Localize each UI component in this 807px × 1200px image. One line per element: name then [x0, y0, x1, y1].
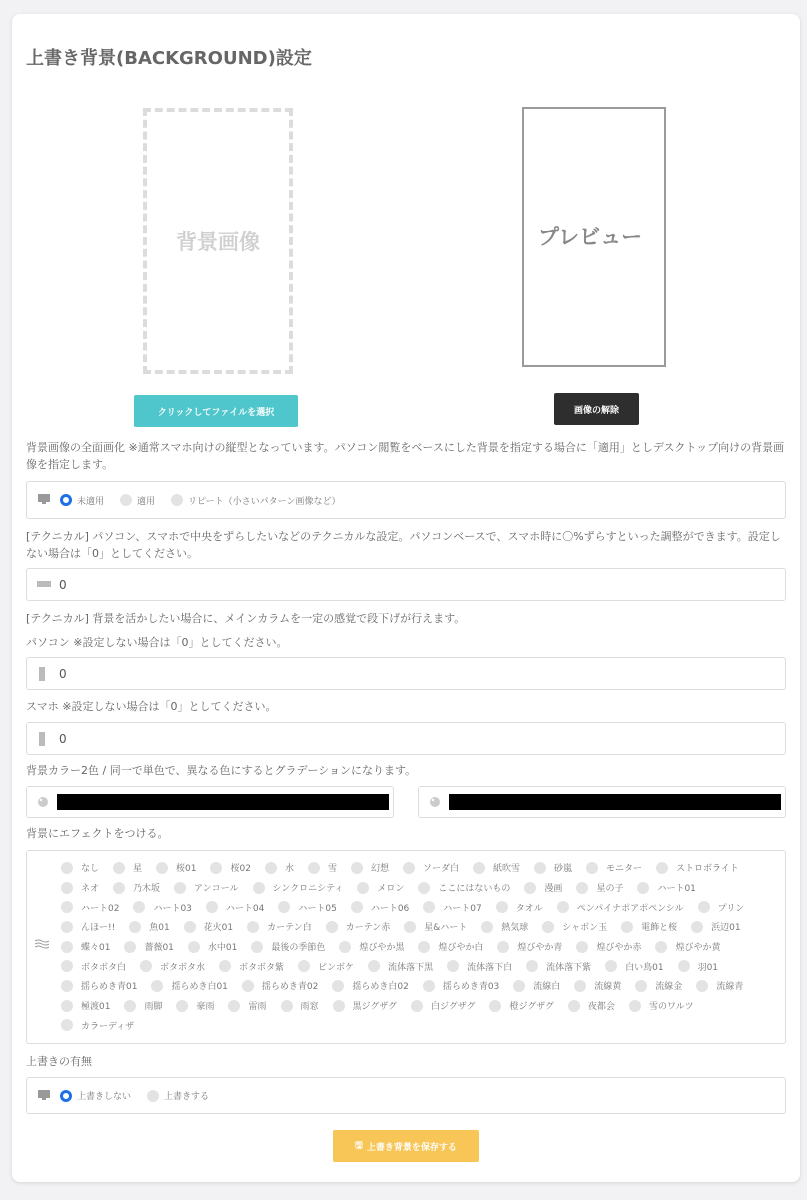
effect-radio[interactable]	[308, 862, 320, 874]
effect-radio[interactable]	[678, 960, 690, 972]
effect-option[interactable]	[247, 917, 312, 937]
effect-radio[interactable]	[61, 941, 73, 953]
pc-offset-input[interactable]	[26, 657, 786, 690]
effect-label: 雨脚	[144, 1002, 163, 1013]
effect-radio[interactable]	[655, 941, 667, 953]
effect-radio[interactable]	[210, 862, 222, 874]
effect-radio[interactable]	[696, 980, 708, 992]
effect-label: ソーダ白	[422, 864, 459, 875]
effect-option[interactable]	[253, 878, 344, 898]
effect-option[interactable]	[403, 858, 459, 878]
effect-option[interactable]	[210, 858, 250, 878]
effect-radio[interactable]	[61, 882, 73, 894]
effect-label: ハート01	[657, 884, 696, 895]
effect-label: 煌びやか赤	[596, 943, 642, 954]
effect-option[interactable]	[576, 937, 641, 957]
wave-icon	[35, 939, 49, 952]
effect-option[interactable]	[124, 937, 173, 957]
effect-label: ハート05	[298, 903, 337, 914]
effect-option[interactable]	[497, 937, 562, 957]
effect-option[interactable]	[61, 897, 119, 917]
effect-label: 花火01	[203, 923, 234, 934]
effect-option[interactable]	[242, 976, 318, 996]
effect-option[interactable]	[61, 937, 110, 957]
effect-label: 星	[133, 864, 143, 875]
effect-label: モニター	[606, 864, 643, 875]
effect-option[interactable]	[605, 956, 663, 976]
effect-label: 煌びやか黄	[675, 943, 721, 954]
effect-label: 夜都会	[587, 1002, 615, 1013]
effect-label: ペンパイナポアポペンシル	[576, 903, 684, 914]
effect-label: 流線黄	[594, 982, 622, 993]
effect-option[interactable]	[576, 878, 623, 898]
effect-option[interactable]	[656, 858, 739, 878]
effect-radio[interactable]	[298, 960, 310, 972]
bg-color-description: 背景カラー2色 / 同一で単色で、異なる色にするとグラデーションになります。	[26, 764, 417, 777]
effect-radio[interactable]	[219, 960, 231, 972]
bg-color-1-swatch	[57, 794, 389, 810]
fullscreen-radio-label: 未適用	[77, 496, 105, 507]
effect-option[interactable]	[176, 996, 214, 1016]
effect-label: 極渡01	[81, 1002, 111, 1013]
effect-label: 星の子	[596, 884, 624, 895]
effect-label: ボタボタ紫	[239, 962, 285, 973]
effect-radio[interactable]	[418, 941, 430, 953]
effect-radio[interactable]	[568, 1000, 580, 1012]
bg-color-2-input[interactable]	[418, 786, 786, 818]
effect-radio[interactable]	[61, 1019, 73, 1031]
effect-option[interactable]	[61, 858, 99, 878]
effect-radio[interactable]	[124, 941, 136, 953]
effect-option[interactable]	[418, 878, 510, 898]
effect-radio[interactable]	[656, 862, 668, 874]
sp-offset-input[interactable]	[26, 722, 786, 755]
effect-option[interactable]	[265, 858, 294, 878]
effect-option[interactable]	[61, 1016, 134, 1036]
effect-option[interactable]	[637, 878, 695, 898]
effect-label: メロン	[377, 884, 405, 895]
effect-radio[interactable]	[281, 1000, 293, 1012]
effect-radio[interactable]	[278, 901, 290, 913]
effect-option[interactable]	[621, 917, 677, 937]
effect-label: プリン	[717, 903, 745, 914]
effect-radio[interactable]	[526, 960, 538, 972]
effect-label: 熱気球	[501, 923, 529, 934]
effect-radio[interactable]	[326, 921, 338, 933]
effect-label: ハート03	[153, 903, 192, 914]
effect-label: 砂嵐	[554, 864, 573, 875]
effect-radio[interactable]	[404, 921, 416, 933]
effect-label: 流線白	[533, 982, 561, 993]
effect-radio[interactable]	[333, 1000, 345, 1012]
effect-radio[interactable]	[621, 921, 633, 933]
effect-label: 橙ジグザグ	[509, 1002, 554, 1013]
effect-label: 紙吹雪	[493, 864, 521, 875]
effect-option[interactable]	[698, 897, 745, 917]
effect-option[interactable]	[333, 996, 397, 1016]
monitor-icon	[37, 493, 51, 508]
effect-label: 桜01	[176, 864, 197, 875]
save-button[interactable]	[333, 1130, 479, 1162]
effect-radio[interactable]	[351, 862, 363, 874]
effect-radio[interactable]	[61, 921, 73, 933]
effect-option[interactable]	[542, 917, 607, 937]
effect-radio[interactable]	[113, 862, 125, 874]
effect-label: 水	[284, 864, 294, 875]
fullscreen-radio-group	[26, 481, 786, 519]
effect-radio[interactable]	[339, 941, 351, 953]
effect-radio[interactable]	[586, 862, 598, 874]
select-file-button[interactable]: クリックしてファイルを選択	[134, 395, 298, 427]
effect-radio[interactable]	[496, 901, 508, 913]
effect-label: 白ジグザグ	[430, 1002, 476, 1013]
pc-offset-label: パソコン ※設定しない場合は「0」としてください。	[26, 636, 288, 649]
effect-option[interactable]	[513, 976, 560, 996]
page-title: 上書き背景(BACKGROUND)設定	[26, 48, 312, 69]
effect-label: 桜02	[230, 864, 251, 875]
effects-radio-group	[26, 850, 786, 1044]
effect-radio[interactable]	[253, 882, 265, 894]
effect-option[interactable]	[188, 937, 237, 957]
effect-option[interactable]	[586, 858, 642, 878]
effect-radio[interactable]	[574, 980, 586, 992]
effect-option[interactable]	[298, 956, 354, 976]
override-label: 上書きの有無	[26, 1055, 92, 1068]
technical-shift-value: 0	[59, 578, 67, 592]
effect-label: 揺らめき青03	[442, 982, 500, 993]
effect-radio[interactable]	[332, 980, 344, 992]
override-radio-label: 上書きする	[164, 1092, 210, 1102]
effect-label: 羽01	[697, 962, 719, 973]
effect-radio[interactable]	[251, 941, 263, 953]
fullscreen-radio-label: リピート（小さいパターン画像など）	[188, 496, 341, 507]
effect-option[interactable]	[156, 858, 196, 878]
effect-option[interactable]	[568, 996, 615, 1016]
effect-label: 揺らめき白01	[171, 982, 228, 993]
save-button-label: 上書き背景を保存する	[366, 1142, 457, 1153]
effect-label: ハート06	[370, 903, 410, 914]
effect-label: 薔薇01	[144, 943, 174, 954]
settings-card	[12, 14, 800, 1182]
technical-shift-description: [テクニカル] パソコン、スマホで中央をずらしたいなどのテクニカルな設定。パソコンベースで、スマホ時に〇%ずらすといった調整ができます。設定しない場合は「0」としてください。	[26, 530, 781, 560]
effect-option[interactable]	[404, 917, 467, 937]
effect-option[interactable]	[411, 996, 475, 1016]
effect-label: 揺らめき白02	[352, 982, 409, 993]
effect-option[interactable]	[129, 917, 169, 937]
effect-radio[interactable]	[489, 1000, 501, 1012]
clear-image-button[interactable]: 画像の解除	[554, 393, 639, 425]
effect-radio[interactable]	[576, 941, 588, 953]
effect-option[interactable]	[447, 956, 512, 976]
effect-label: 豪雨	[196, 1002, 215, 1013]
effect-option[interactable]	[629, 996, 694, 1016]
effect-label: カーテン白	[267, 923, 312, 934]
effect-label: 漫画	[544, 884, 563, 895]
effect-option[interactable]	[696, 976, 743, 996]
effect-label: 浜辺01	[711, 923, 741, 934]
effect-option[interactable]	[351, 897, 409, 917]
effect-radio[interactable]	[481, 921, 493, 933]
pc-offset-value: 0	[59, 667, 67, 681]
effect-label: 揺らめき青02	[261, 982, 319, 993]
effect-radio[interactable]	[542, 921, 554, 933]
effect-option[interactable]	[140, 956, 205, 976]
effect-option[interactable]	[635, 976, 682, 996]
effect-option[interactable]	[423, 897, 481, 917]
effect-radio[interactable]	[61, 1000, 73, 1012]
effect-label: ストロボライト	[676, 864, 739, 875]
effect-radio[interactable]	[497, 941, 509, 953]
effect-option[interactable]	[151, 976, 227, 996]
effect-radio[interactable]	[513, 980, 525, 992]
fullscreen-radio-2[interactable]	[171, 494, 183, 506]
effect-option[interactable]	[489, 996, 553, 1016]
effect-radio[interactable]	[184, 921, 196, 933]
effect-option[interactable]	[418, 937, 483, 957]
effect-option[interactable]	[526, 956, 591, 976]
monitor-icon	[37, 1089, 51, 1104]
effect-label: 水中01	[207, 943, 238, 954]
effect-label: 蝶々01	[81, 943, 111, 954]
fullscreen-radio-0[interactable]	[60, 494, 72, 506]
effect-label: ハート04	[225, 903, 265, 914]
effect-label: なし	[81, 864, 100, 875]
effect-radio[interactable]	[635, 980, 647, 992]
override-radio-label: 上書きしない	[77, 1092, 132, 1102]
effect-option[interactable]	[133, 897, 191, 917]
effect-option[interactable]	[281, 996, 319, 1016]
effect-radio[interactable]	[576, 882, 588, 894]
effect-option[interactable]	[339, 937, 404, 957]
effect-label: 星&ハート	[424, 923, 468, 934]
effect-radio[interactable]	[637, 882, 649, 894]
fullscreen-radio-label: 適用	[137, 496, 156, 507]
effect-radio[interactable]	[140, 960, 152, 972]
effect-label: ここにはないもの	[438, 884, 511, 895]
effect-label: 黒ジグザグ	[352, 1002, 397, 1013]
effect-radio[interactable]	[629, 1000, 641, 1012]
preview-box	[522, 107, 666, 367]
effect-radio[interactable]	[423, 901, 435, 913]
effect-option[interactable]	[184, 917, 233, 937]
effect-radio[interactable]	[368, 960, 380, 972]
effect-option[interactable]	[308, 858, 337, 878]
effect-label: ピンボケ	[318, 962, 355, 973]
effect-option[interactable]	[332, 976, 408, 996]
bg-color-2-swatch	[449, 794, 781, 810]
effect-radio[interactable]	[473, 862, 485, 874]
horizontal-ruler-icon	[37, 580, 51, 591]
override-radio-0[interactable]	[60, 1090, 72, 1102]
effect-radio[interactable]	[691, 921, 703, 933]
effect-option[interactable]	[61, 878, 99, 898]
palette-icon	[429, 796, 441, 811]
effect-label: 煌びやか青	[517, 943, 563, 954]
effect-radio[interactable]	[698, 901, 710, 913]
effect-radio[interactable]	[176, 1000, 188, 1012]
effect-radio[interactable]	[133, 901, 145, 913]
effect-radio[interactable]	[557, 901, 569, 913]
technical-shift-input[interactable]	[26, 568, 786, 601]
effect-label: ボタボタ水	[160, 962, 206, 973]
effect-option[interactable]	[61, 976, 137, 996]
effect-option[interactable]	[496, 897, 543, 917]
effect-option[interactable]	[228, 996, 266, 1016]
effect-option[interactable]	[534, 858, 572, 878]
effect-label: 流体落下黒	[388, 962, 434, 973]
vertical-ruler-icon	[39, 667, 45, 684]
effect-label: 乃木坂	[133, 884, 161, 895]
effect-option[interactable]	[113, 878, 160, 898]
effect-label: 最後の季節色	[271, 943, 326, 954]
effect-radio[interactable]	[61, 960, 73, 972]
effect-radio[interactable]	[113, 882, 125, 894]
effect-label: シンクロニシティ	[272, 884, 344, 895]
override-radio-group	[26, 1077, 786, 1114]
effect-label: 流線金	[655, 982, 683, 993]
background-image-placeholder: 背景画像	[176, 230, 260, 254]
effect-option[interactable]	[557, 897, 684, 917]
effect-label: 電飾と桜	[641, 923, 678, 934]
effect-label: 煌びやか黒	[359, 943, 405, 954]
palette-icon	[37, 796, 49, 811]
effect-radio[interactable]	[61, 980, 73, 992]
override-radio-1[interactable]	[147, 1090, 159, 1102]
effect-label: 雪のワルツ	[648, 1002, 694, 1013]
effect-label: カーテン赤	[345, 923, 391, 934]
effect-option[interactable]	[691, 917, 740, 937]
bg-color-1-input[interactable]	[26, 786, 394, 818]
effects-label: 背景にエフェクトをつける。	[26, 827, 169, 840]
effect-radio[interactable]	[151, 980, 163, 992]
effect-radio[interactable]	[124, 1000, 136, 1012]
effect-label: アンコール	[194, 884, 239, 895]
effect-label: 雷雨	[248, 1002, 267, 1013]
effect-radio[interactable]	[357, 882, 369, 894]
effect-radio[interactable]	[247, 921, 259, 933]
technical-offset-description: [テクニカル] 背景を活かしたい場合に、メインカラムを一定の感覚で段下げが行えます。	[26, 612, 466, 625]
effect-option[interactable]	[326, 917, 391, 937]
fullscreen-description: 背景画像の全面画化 ※通常スマホ向けの縦型となっています。パソコン閲覧をベースにした背景を指定する場合に「適用」としデスクトップ向けの背景画像を指定します。	[26, 441, 785, 471]
effect-label: 揺らめき青01	[81, 982, 138, 993]
save-icon: 🖫	[355, 1141, 363, 1151]
effect-option[interactable]	[61, 917, 115, 937]
effect-option[interactable]	[206, 897, 264, 917]
effect-radio[interactable]	[403, 862, 415, 874]
effect-label: 幻想	[370, 864, 389, 875]
effect-radio[interactable]	[61, 862, 73, 874]
effect-option[interactable]	[124, 996, 162, 1016]
effect-label: ボタボタ白	[81, 962, 127, 973]
effect-radio[interactable]	[61, 901, 73, 913]
fullscreen-radio-1[interactable]	[120, 494, 132, 506]
effect-option[interactable]	[278, 897, 336, 917]
effect-option[interactable]	[174, 878, 238, 898]
effect-option[interactable]	[481, 917, 528, 937]
effect-option[interactable]	[574, 976, 621, 996]
effect-option[interactable]	[61, 956, 126, 976]
background-image-dropzone[interactable]	[143, 108, 293, 374]
effect-option[interactable]	[251, 937, 325, 957]
effect-label: 雪	[327, 864, 337, 875]
effect-option[interactable]	[655, 937, 720, 957]
sp-offset-label: スマホ ※設定しない場合は「0」としてください。	[26, 700, 277, 713]
effect-radio[interactable]	[129, 921, 141, 933]
effect-option[interactable]	[423, 976, 499, 996]
effect-label: 流体落下紫	[546, 962, 592, 973]
effect-radio[interactable]	[188, 941, 200, 953]
effect-label: ネオ	[81, 884, 100, 895]
effect-radio[interactable]	[228, 1000, 240, 1012]
effect-label: ハート02	[81, 903, 120, 914]
effect-label: 流線青	[716, 982, 744, 993]
effect-option[interactable]	[368, 956, 433, 976]
effect-radio[interactable]	[265, 862, 277, 874]
effect-option[interactable]	[61, 996, 110, 1016]
effect-option[interactable]	[357, 878, 404, 898]
effect-option[interactable]	[473, 858, 520, 878]
effect-label: んほー!!	[81, 923, 116, 934]
effect-radio[interactable]	[156, 862, 168, 874]
effect-radio[interactable]	[524, 882, 536, 894]
effect-label: 白い鳥01	[625, 962, 664, 973]
effect-radio[interactable]	[351, 901, 363, 913]
effect-label: 魚01	[149, 923, 170, 934]
vertical-ruler-icon	[39, 732, 45, 749]
effect-radio[interactable]	[418, 882, 430, 894]
effect-option[interactable]	[351, 858, 389, 878]
effect-option[interactable]	[678, 956, 718, 976]
sp-offset-value: 0	[59, 732, 67, 746]
effect-radio[interactable]	[206, 901, 218, 913]
effect-label: カラーディザ	[81, 1021, 135, 1032]
effect-label: シャボン玉	[562, 923, 608, 934]
effect-radio[interactable]	[411, 1000, 423, 1012]
effect-option[interactable]	[524, 878, 562, 898]
effect-radio[interactable]	[242, 980, 254, 992]
effect-radio[interactable]	[605, 960, 617, 972]
effect-label: 流体落下白	[467, 962, 513, 973]
effect-radio[interactable]	[174, 882, 186, 894]
effect-radio[interactable]	[534, 862, 546, 874]
effect-radio[interactable]	[423, 980, 435, 992]
effect-radio[interactable]	[447, 960, 459, 972]
effect-label: ハート07	[443, 903, 482, 914]
effect-option[interactable]	[113, 858, 142, 878]
effect-option[interactable]	[219, 956, 284, 976]
preview-label: プレビュー	[538, 225, 643, 249]
effect-label: 煌びやか白	[438, 943, 484, 954]
effect-label: 雨窓	[300, 1002, 319, 1013]
effect-label: タオル	[515, 903, 543, 914]
